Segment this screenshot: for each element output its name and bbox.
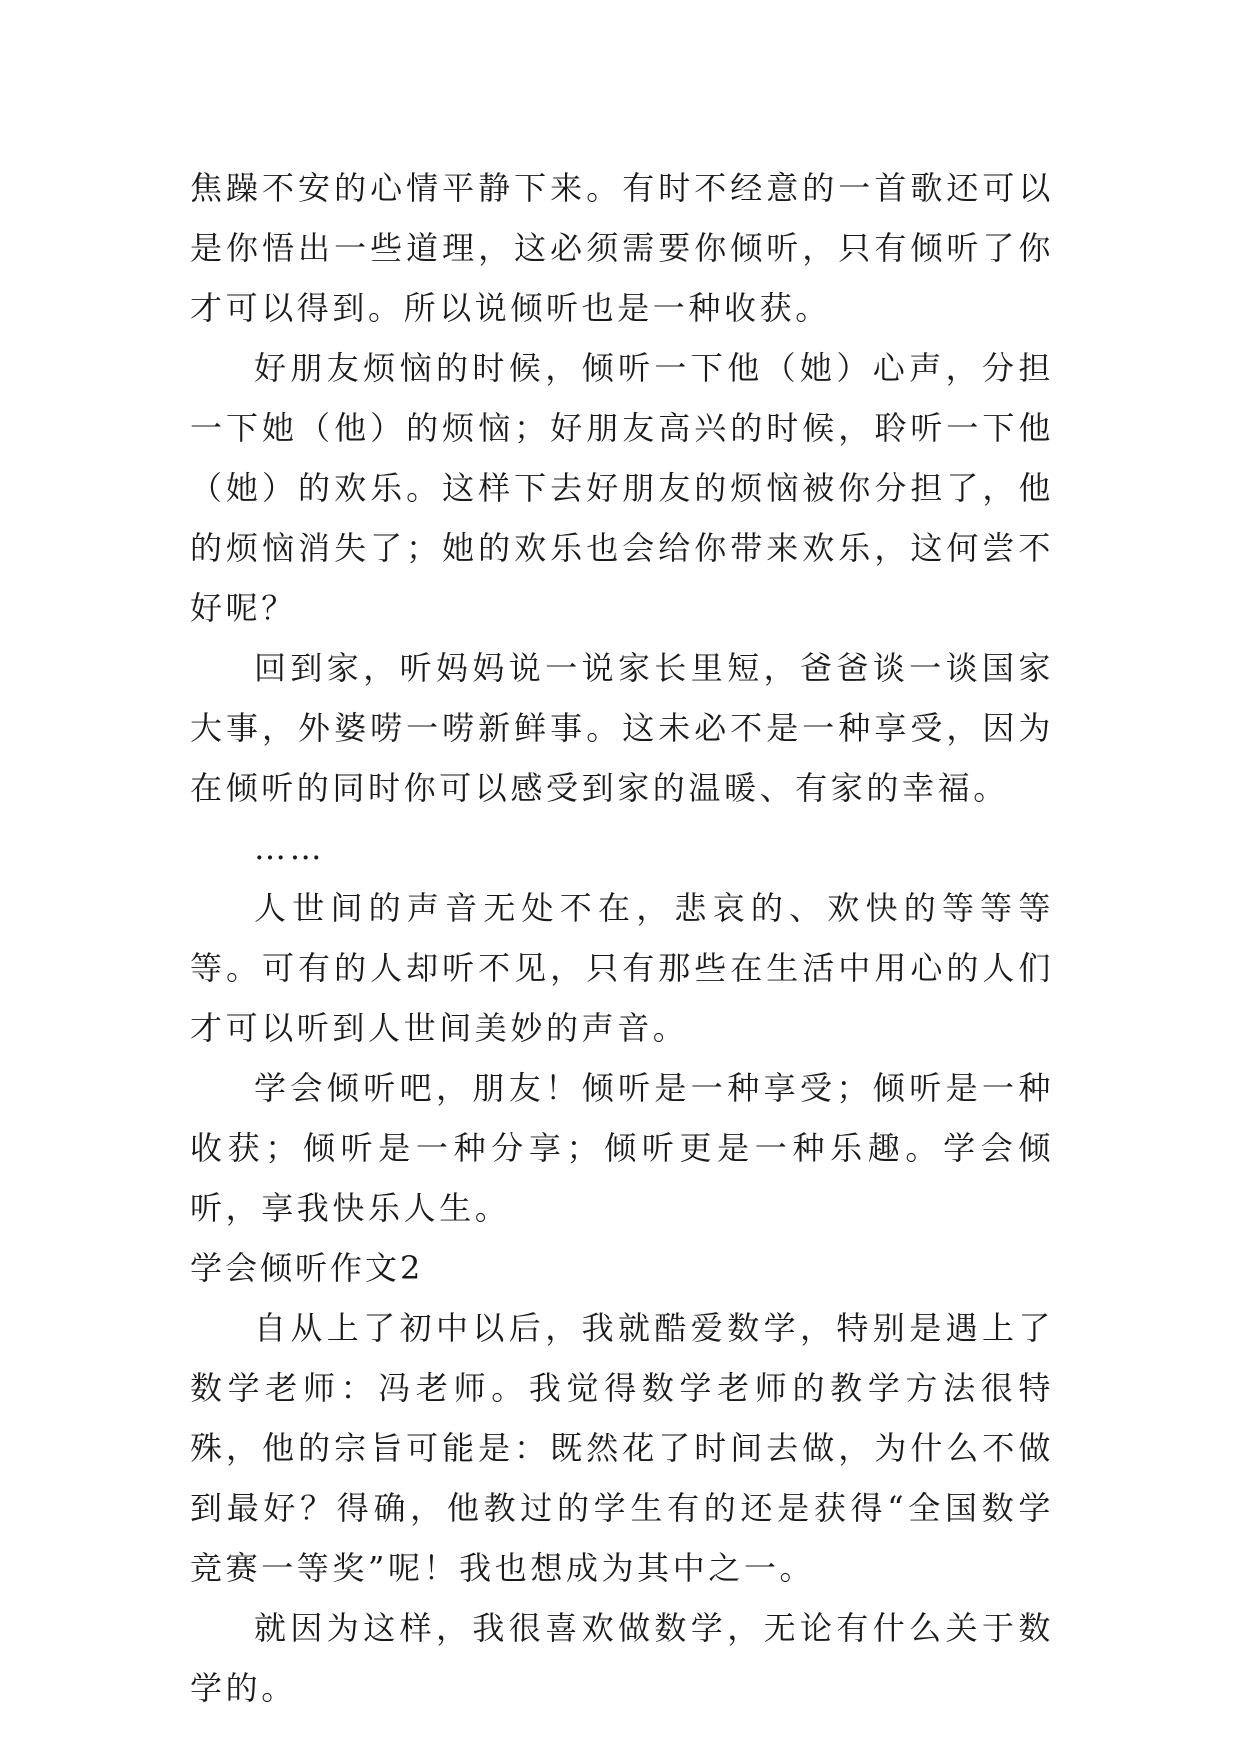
paragraph-math-teacher: 自从上了初中以后，我就酷爱数学，特别是遇上了数学老师：冯老师。我觉得数学老师的教学方法很特殊，他的宗旨可能是：既然花了时间去做，为什么不做到最好？得确，他教过的学生有的还是获得“全国数学竞赛一等奖”呢！我也想成为其中之一。 (190, 1309, 1054, 1587)
paragraph-ellipsis: …… (254, 829, 326, 867)
paragraph-friends: 好朋友烦恼的时候，倾听一下他（她）心声，分担一下她（他）的烦恼；好朋友高兴的时候，聆听一下他（她）的欢乐。这样下去好朋友的烦恼被你分担了，他的烦恼消失了；她的欢乐也会给你带来欢乐，这何尝不好呢？ (190, 349, 1054, 627)
paragraph-like-math: 就因为这样，我很喜欢做数学，无论有什么关于数学的。 (190, 1609, 1054, 1707)
paragraph-continuation: 焦躁不安的心情平静下来。有时不经意的一首歌还可以是你悟出一些道理，这必须需要你倾听，只有倾听了你才可以得到。所以说倾听也是一种收获。 (190, 169, 1054, 327)
section-title: 学会倾听作文2 (190, 1249, 424, 1287)
paragraph-home: 回到家，听妈妈说一说家长里短，爸爸谈一谈国家大事，外婆唠一唠新鲜事。这未必不是一种享受，因为在倾听的同时你可以感受到家的温暖、有家的幸福。 (190, 649, 1054, 807)
paragraph-world-sounds: 人世间的声音无处不在，悲哀的、欢快的等等等等。可有的人却听不见，只有那些在生活中用心的人们才可以听到人世间美妙的声音。 (190, 889, 1054, 1047)
paragraph-learn-listen: 学会倾听吧，朋友！倾听是一种享受；倾听是一种收获；倾听是一种分享；倾听更是一种乐趣。学会倾听，享我快乐人生。 (190, 1069, 1054, 1227)
document-body (190, 158, 1054, 1718)
